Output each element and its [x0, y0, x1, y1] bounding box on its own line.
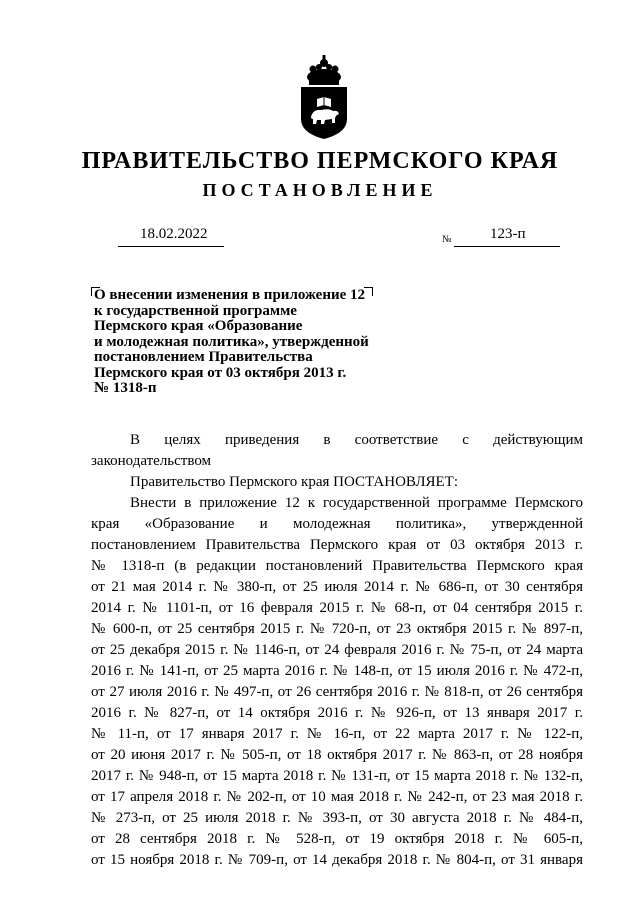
- body-line: В целях приведения в соответствие с действующим: [130, 432, 583, 448]
- body-line: законодательством: [91, 453, 212, 469]
- government-title: ПРАВИТЕЛЬСТВО ПЕРМСКОГО КРАЯ: [81, 148, 559, 174]
- subject-line: Пермского края от 03 октября 2013 г.: [94, 364, 347, 381]
- body-line: от 20 июня 2017 г. № 505-п, от 18 октября 2017 г. № 863-п, от 28 ноября: [91, 747, 583, 763]
- body-line: 2014 г. № 1101-п, от 16 февраля 2015 г. № 68-п, от 04 сентября 2015 г.: [91, 600, 583, 616]
- body-line: 2016 г. № 827-п, от 14 октября 2016 г. № 926-п, от 13 января 2017 г.: [91, 705, 583, 721]
- number-sign: №: [442, 234, 452, 245]
- body-line: № 600-п, от 25 сентября 2015 г. № 720-п, от 23 октября 2015 г. № 897-п,: [91, 621, 583, 637]
- body-line: № 273-п, от 25 июля 2018 г. № 393-п, от 30 августа 2018 г. № 484-п,: [91, 810, 583, 826]
- document-number: 123-п: [490, 226, 526, 242]
- body-line: края «Образование и молодежная политика», утвержденной: [91, 516, 583, 532]
- body-line: № 1318-п (в редакции постановлений Правительства Пермского края: [91, 558, 583, 574]
- body-line: № 11-п, от 17 января 2017 г. № 16-п, от 22 марта 2017 г. № 122-п,: [91, 726, 583, 742]
- subject-line: О внесении изменения в приложение 12: [94, 287, 366, 303]
- document-body: [91, 430, 583, 871]
- body-line: постановлением Правительства Пермского края от 03 октября 2013 г.: [91, 537, 583, 553]
- crest-icon: [295, 55, 353, 139]
- subject-line: Пермского края «Образование: [94, 318, 303, 334]
- number-underline: [454, 246, 560, 247]
- body-line: Правительство Пермского края ПОСТАНОВЛЯЕТ:: [130, 474, 459, 490]
- body-line: от 27 июля 2016 г. № 497-п, от 26 сентября 2016 г. № 818-п, от 26 сентября: [91, 684, 583, 700]
- subject-line: и молодежная политика», утвержденной: [94, 333, 369, 350]
- subject-line: № 1318-п: [94, 380, 157, 396]
- body-line: 2016 г. № 141-п, от 25 марта 2016 г. № 148-п, от 15 июля 2016 г. № 472-п,: [91, 663, 583, 679]
- body-line: от 15 ноября 2018 г. № 709-п, от 14 декабря 2018 г. № 804-п, от 31 января: [91, 852, 583, 868]
- subject-line: постановлением Правительства: [94, 349, 313, 365]
- document-date: 18.02.2022: [140, 226, 208, 242]
- subject-block: [94, 288, 394, 397]
- body-line: Внести в приложение 12 к государственной программе Пермского: [130, 495, 583, 511]
- body-line: от 21 мая 2014 г. № 380-п, от 25 июля 2014 г. № 686-п, от 30 сентября: [91, 579, 583, 595]
- body-line: от 17 апреля 2018 г. № 202-п, от 10 мая 2018 г. № 242-п, от 23 мая 2018 г.: [91, 789, 583, 805]
- body-line: 2017 г. № 948-п, от 15 марта 2018 г. № 131-п, от 15 марта 2018 г. № 132-п,: [91, 768, 583, 784]
- body-line: от 25 декабря 2015 г. № 1146-п, от 24 февраля 2016 г. № 75-п, от 24 марта: [91, 642, 583, 658]
- document-type: ПОСТАНОВЛЕНИЕ: [202, 180, 438, 200]
- subject-line: к государственной программе: [94, 302, 297, 319]
- body-line: от 28 сентября 2018 г. № 528-п, от 19 октября 2018 г. № 605-п,: [91, 831, 583, 847]
- date-underline: [118, 246, 224, 247]
